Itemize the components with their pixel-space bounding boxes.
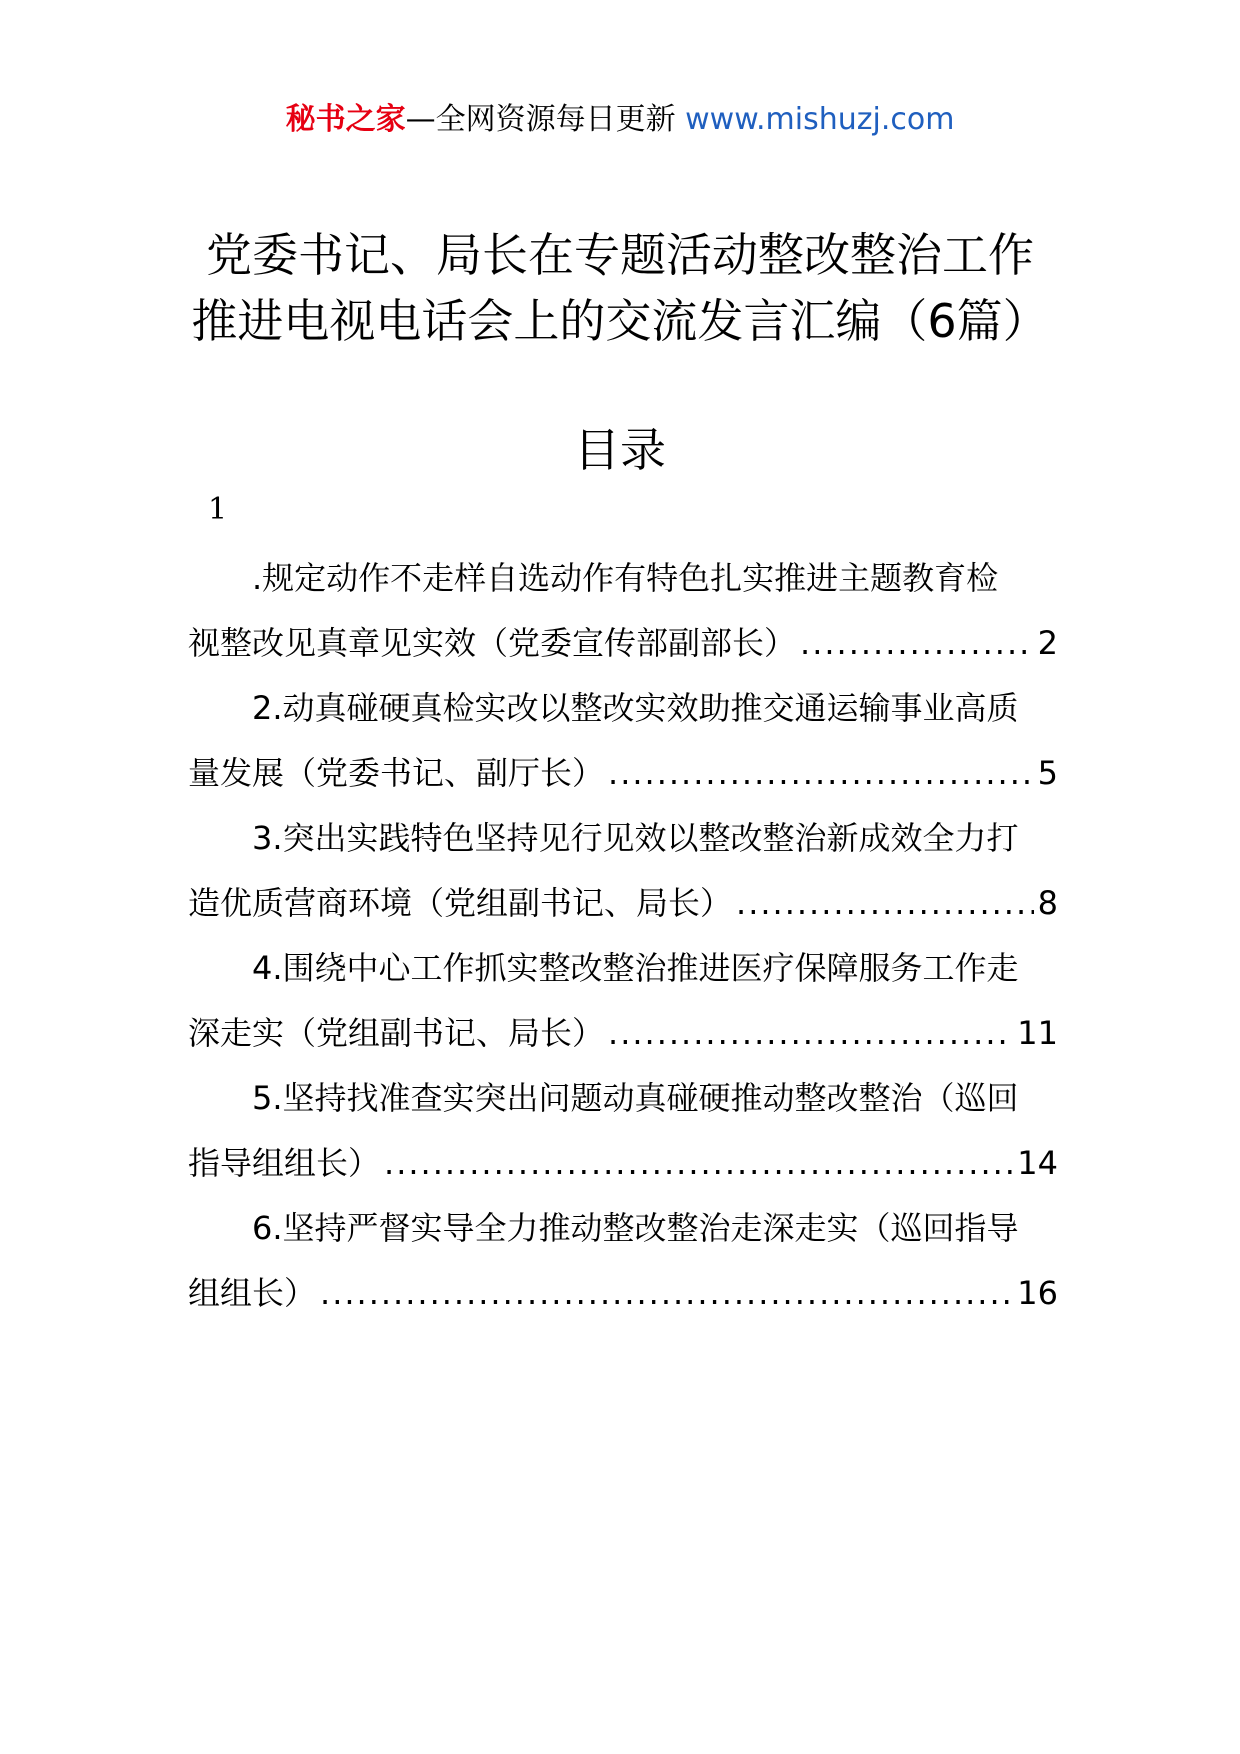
toc-entry-title-line2 <box>188 870 1058 936</box>
toc-entry-title-tail: 视整改见真章见实效（党委宣传部副部长） <box>188 624 797 662</box>
toc-page-number: 5 <box>1037 754 1058 792</box>
toc-entry-title-line1: .规定动作不走样自选动作有特色扎实推进主题教育检 <box>252 559 999 597</box>
toc-entry-1[interactable] <box>188 546 1058 676</box>
toc-heading: 目录 <box>574 423 666 477</box>
toc-entry-title-line2 <box>188 1000 1058 1066</box>
toc-page-number: 2 <box>1037 624 1058 662</box>
title-line-1: 党委书记、局长在专题活动整改整治工作 <box>206 228 1034 282</box>
toc-entry-title-tail: 造优质营商环境（党组副书记、局长） <box>188 884 733 922</box>
toc-page-number: 14 <box>1017 1144 1058 1182</box>
toc-entry-title-line2 <box>188 1260 1058 1326</box>
dot-leader <box>384 1130 1013 1196</box>
header-tagline: —全网资源每日更新 <box>405 102 676 137</box>
toc-entry-title-line1: 6.坚持严督实导全力推动整改整治走深走实（巡回指导 <box>252 1209 1019 1247</box>
toc-entry-title-tail: 深走实（党组副书记、局长） <box>188 1014 605 1052</box>
dot-leader <box>608 740 1034 806</box>
toc-page-number: 16 <box>1017 1274 1058 1312</box>
toc-entry-2[interactable] <box>188 676 1058 806</box>
toc-page-number: 8 <box>1037 884 1058 922</box>
toc-entry-title-line1: 5.坚持找准查实突出问题动真碰硬推动整改整治（巡回 <box>252 1079 1019 1117</box>
dot-leader <box>736 870 1034 936</box>
toc-entry-title-line2 <box>188 610 1058 676</box>
toc-entry-4[interactable] <box>188 936 1058 1066</box>
toc-entry-5[interactable] <box>188 1066 1058 1196</box>
toc-entry-title-line2 <box>188 1130 1058 1196</box>
toc-entry-title-line2 <box>188 740 1058 806</box>
brand-name: 秘书之家 <box>285 102 406 137</box>
toc-entry-title-tail: 组组长） <box>188 1274 317 1312</box>
dot-leader <box>320 1260 1013 1326</box>
site-url-link[interactable]: www.mishuzj.com <box>685 102 955 137</box>
toc-entry-6[interactable] <box>188 1196 1058 1326</box>
table-of-contents <box>188 546 1058 1326</box>
dot-leader <box>608 1000 1013 1066</box>
title-line-2: 推进电视电话会上的交流发言汇编（6篇） <box>191 294 1049 348</box>
toc-entry-title-tail: 量发展（党委书记、副厅长） <box>188 754 605 792</box>
toc-entry-3[interactable] <box>188 806 1058 936</box>
toc-entry-title-line1: 2.动真碰硬真检实改以整改实效助推交通运输事业高质 <box>252 689 1019 727</box>
toc-entry-title-line1: 3.突出实践特色坚持见行见效以整改整治新成效全力打 <box>252 819 1019 857</box>
document-title <box>100 222 1140 354</box>
toc-entry-title-tail: 指导组组长） <box>188 1144 381 1182</box>
site-header <box>0 100 1240 140</box>
toc-page-number: 11 <box>1017 1014 1058 1052</box>
toc-entry-title-line1: 4.围绕中心工作抓实整改整治推进医疗保障服务工作走 <box>252 949 1019 987</box>
toc-list-number: 1 <box>208 492 228 527</box>
dot-leader <box>800 610 1034 676</box>
